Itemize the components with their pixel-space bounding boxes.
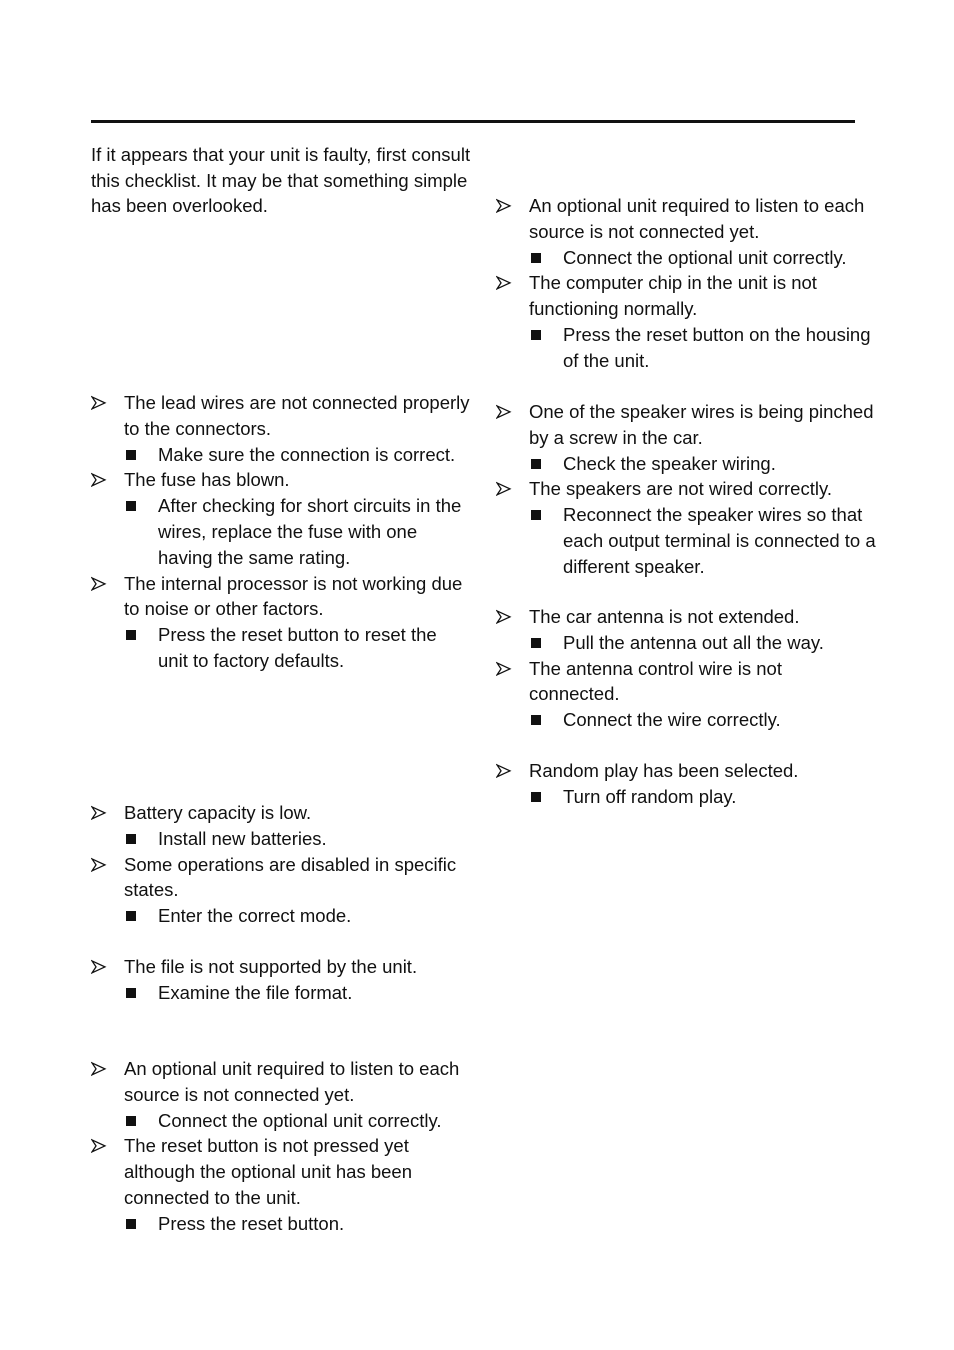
cause-item <box>91 1056 471 1108</box>
arrow-bullet-icon <box>496 399 512 425</box>
arrow-bullet-icon <box>91 800 107 826</box>
square-bullet-icon <box>126 834 136 844</box>
solution-item <box>496 630 876 656</box>
right-column <box>496 0 876 1350</box>
cause-text: The lead wires are not connected properly to the connectors. <box>124 392 470 439</box>
arrow-bullet-icon <box>496 604 512 630</box>
cause-text: The file is not supported by the unit. <box>124 956 418 977</box>
solution-item <box>496 322 876 374</box>
solution-item <box>496 502 876 579</box>
square-bullet-icon <box>126 1219 136 1229</box>
solution-text: Install new batteries. <box>158 827 327 849</box>
cause-text: The fuse has blown. <box>124 469 290 491</box>
solution-text: Press the reset button. <box>158 1212 345 1234</box>
cause-item <box>496 604 876 630</box>
solution-text: Check the speaker wiring. <box>563 452 776 474</box>
solution-item <box>91 903 471 929</box>
solution-text: After checking for short circuits in the wires, replace the fuse with one having the same rating. <box>158 495 462 568</box>
arrow-bullet-icon <box>496 476 512 502</box>
cause-item <box>91 852 471 904</box>
solution-text: Examine the file format. <box>158 981 353 1003</box>
solution-item <box>496 707 876 733</box>
cause-item <box>496 656 876 708</box>
cause-text: The internal processor is not working due to noise or other factors. <box>124 572 463 620</box>
solution-item <box>496 784 876 810</box>
cause-text: The computer chip in the unit is not functioning normally. <box>529 272 817 320</box>
square-bullet-icon <box>531 253 541 263</box>
square-bullet-icon <box>126 911 136 921</box>
square-bullet-icon <box>531 330 541 340</box>
square-bullet-icon <box>126 988 136 998</box>
solution-item <box>91 980 471 1006</box>
cause-item <box>496 758 876 784</box>
solution-text: Connect the wire correctly. <box>563 709 781 731</box>
square-bullet-icon <box>531 715 541 725</box>
cause-text: The car antenna is not extended. <box>529 606 800 627</box>
solution-item <box>91 1108 471 1134</box>
arrow-bullet-icon <box>91 390 107 416</box>
cause-text: One of the speaker wires is being pinched by a screw in the car. <box>529 401 874 448</box>
square-bullet-icon <box>531 638 541 648</box>
troubleshooting-group <box>496 604 876 733</box>
cause-text: Battery capacity is low. <box>124 802 312 823</box>
arrow-bullet-icon <box>91 571 107 597</box>
square-bullet-icon <box>531 459 541 469</box>
solution-item <box>91 442 471 468</box>
square-bullet-icon <box>126 450 136 460</box>
cause-text: An optional unit required to listen to each source is not connected yet. <box>529 195 865 242</box>
cause-item <box>496 399 876 451</box>
solution-item <box>496 451 876 477</box>
cause-item <box>496 193 876 245</box>
arrow-bullet-icon <box>91 467 107 493</box>
solution-item <box>496 245 876 271</box>
cause-item <box>91 571 471 623</box>
square-bullet-icon <box>126 501 136 511</box>
troubleshooting-group <box>91 954 471 1006</box>
square-bullet-icon <box>126 630 136 640</box>
intro-paragraph: If it appears that your unit is faulty, first consult this checklist. It may be that something simple has been overlooked. <box>91 144 471 216</box>
solution-item <box>91 493 471 570</box>
arrow-bullet-icon <box>91 1133 107 1159</box>
solution-text: Turn off random play. <box>563 785 737 807</box>
arrow-bullet-icon <box>91 954 107 980</box>
cause-item <box>91 390 471 442</box>
square-bullet-icon <box>531 510 541 520</box>
solution-text: Reconnect the speaker wires so that each output terminal is connected to a different speaker. <box>563 504 876 577</box>
cause-text: Random play has been selected. <box>529 760 799 781</box>
troubleshooting-group <box>91 800 471 929</box>
arrow-bullet-icon <box>496 758 512 784</box>
solution-text: Make sure the connection is correct. <box>158 443 456 465</box>
cause-text: The reset button is not pressed yet although the optional unit has been connected to the unit. <box>124 1135 413 1208</box>
troubleshooting-group <box>496 193 876 374</box>
arrow-bullet-icon <box>496 193 512 219</box>
square-bullet-icon <box>531 792 541 802</box>
troubleshooting-group <box>91 390 471 674</box>
solution-item <box>91 1211 471 1237</box>
cause-text: The speakers are not wired correctly. <box>529 478 832 500</box>
cause-item <box>91 1133 471 1210</box>
arrow-bullet-icon <box>91 1056 107 1082</box>
solution-text: Press the reset button on the housing of the unit. <box>563 323 871 371</box>
solution-text: Press the reset button to reset the unit to factory defaults. <box>158 624 437 671</box>
square-bullet-icon <box>126 1116 136 1126</box>
arrow-bullet-icon <box>496 270 512 296</box>
solution-item <box>91 826 471 852</box>
arrow-bullet-icon <box>91 852 107 878</box>
cause-text: Some operations are disabled in specific states. <box>124 853 457 901</box>
solution-text: Enter the correct mode. <box>158 905 352 927</box>
solution-text: Connect the optional unit correctly. <box>563 246 847 268</box>
cause-text: An optional unit required to listen to each source is not connected yet. <box>124 1058 460 1105</box>
cause-item <box>496 270 876 322</box>
cause-text: The antenna control wire is not connected. <box>529 657 782 705</box>
arrow-bullet-icon <box>496 656 512 682</box>
left-column <box>91 0 471 1350</box>
troubleshooting-group <box>91 1056 471 1237</box>
cause-item <box>91 954 471 980</box>
solution-item <box>91 622 471 674</box>
cause-item <box>91 467 471 493</box>
cause-item <box>496 476 876 502</box>
cause-item <box>91 800 471 826</box>
troubleshooting-group <box>496 399 876 580</box>
solution-text: Pull the antenna out all the way. <box>563 631 824 653</box>
solution-text: Connect the optional unit correctly. <box>158 1109 442 1131</box>
troubleshooting-group <box>496 758 876 810</box>
